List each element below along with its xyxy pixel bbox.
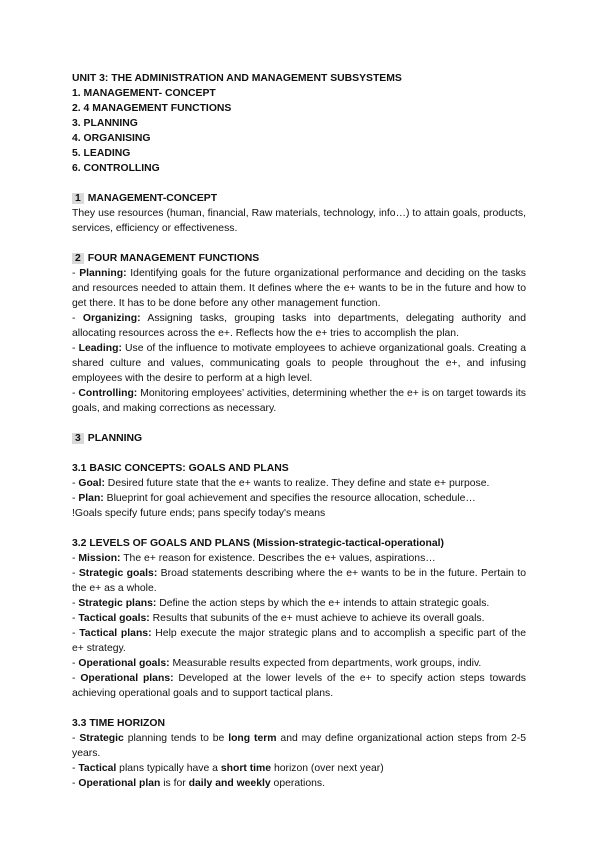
- toc-item: 6. CONTROLLING: [72, 163, 160, 174]
- toc-item: 1. MANAGEMENT- CONCEPT: [72, 88, 216, 99]
- list-item: - Strategic goals: Broad statements describing where the e+ wants to be in the future. Pertain to the e+ as a whole.: [72, 568, 526, 594]
- section-title: FOUR MANAGEMENT FUNCTIONS: [87, 253, 260, 264]
- text: plans typically have a: [116, 763, 221, 774]
- term: Tactical: [78, 763, 117, 774]
- document-page: [72, 71, 526, 791]
- list-item: - Strategic planning tends to be long term and may define organizational action steps from 2-5 years.: [72, 733, 526, 759]
- emphasis: long term: [228, 733, 277, 744]
- text: horizon (over next year): [271, 763, 384, 774]
- text: is for: [160, 778, 189, 789]
- term: Planning:: [79, 268, 127, 279]
- term: Strategic: [79, 733, 124, 744]
- term: Goal:: [78, 478, 105, 489]
- definition: Help execute the major strategic plans and to accomplish a specific part of the e+ strategy.: [72, 628, 526, 654]
- list-item: - Mission: The e+ reason for existence. Describes the e+ values, aspirations…: [72, 553, 436, 564]
- levels-list: [72, 551, 526, 701]
- list-item: - Organizing: Assigning tasks, grouping tasks into departments, delegating authority and allocating resources across the e+. Reflects how the e+ tries to accomplish the plan.: [72, 313, 526, 339]
- list-item: - Controlling: Monitoring employees’ activities, determining whether the e+ is on target towards its goals, and making corrections as necessary.: [72, 388, 526, 414]
- term: Strategic plans:: [78, 598, 157, 609]
- definition: Measurable results expected from departments, work groups, indiv.: [169, 658, 482, 669]
- term: Controlling:: [78, 388, 138, 399]
- term: Operational goals:: [78, 658, 170, 669]
- term: Operational plan: [78, 778, 161, 789]
- note: !Goals specify future ends; pans specify today's means: [72, 508, 326, 519]
- list-item: - Operational goals: Measurable results expected from departments, work groups, indiv.: [72, 658, 482, 669]
- term: Plan:: [78, 493, 104, 504]
- text: operations.: [270, 778, 325, 789]
- toc-item: 4. ORGANISING: [72, 133, 151, 144]
- definition: Broad statements describing where the e+ wants to be in the future. Pertain to the e+ as a whole.: [72, 568, 526, 594]
- definition: Developed at the lower levels of the e+ to specify action steps towards achieving operational goals and to support tactical plans.: [72, 673, 526, 699]
- section-title: PLANNING: [87, 433, 143, 444]
- section-number: 2: [72, 253, 84, 264]
- section-number: 3: [72, 433, 84, 444]
- functions-list: [72, 266, 526, 416]
- subsection-title: 3.1 BASIC CONCEPTS: GOALS AND PLANS: [72, 463, 289, 474]
- term: Strategic goals:: [78, 568, 158, 579]
- list-item: - Operational plans: Developed at the lower levels of the e+ to specify action steps towards achieving operational goals and to support tactical plans.: [72, 673, 526, 699]
- time-horizon-list: [72, 731, 526, 791]
- toc-item: 3. PLANNING: [72, 118, 138, 129]
- list-item: - Strategic plans: Define the action steps by which the e+ intends to attain strategic goals.: [72, 598, 490, 609]
- section-heading: [72, 251, 526, 266]
- definition: Define the action steps by which the e+ intends to attain strategic goals.: [156, 598, 490, 609]
- toc-item: 2. 4 MANAGEMENT FUNCTIONS: [72, 103, 232, 114]
- term: Tactical goals:: [78, 613, 150, 624]
- text: planning tends to be: [123, 733, 229, 744]
- list-item: - Planning: Identifying goals for the future organizational performance and deciding on the tasks and resources needed to attain them. It defines where the e+ wants to be in the future and how to get there. It has to be done before any other management function.: [72, 268, 526, 309]
- list-item: - Leading: Use of the influence to motivate employees to achieve organizational goals. Creating a shared culture and values, communicating goals to people throughout the e+, and infusing employees with the desire to perform at a high level.: [72, 343, 526, 384]
- document-header: [72, 71, 526, 176]
- list-item: - Tactical goals: Results that subunits of the e+ must achieve to achieve its overall goals.: [72, 613, 485, 624]
- text: and may define organizational action steps from 2-5 years.: [72, 733, 526, 759]
- toc-item: 5. LEADING: [72, 148, 131, 159]
- definition: Assigning tasks, grouping tasks into departments, delegating authority and allocating resources across the e+. Reflects how the e+ tries to accomplish the plan.: [72, 313, 526, 339]
- paragraph: [72, 476, 526, 521]
- section-title: MANAGEMENT-CONCEPT: [87, 193, 218, 204]
- list-item: - Goal: Desired future state that the e+ wants to realize. They define and state e+ purpose.: [72, 478, 490, 489]
- definition: Desired future state that the e+ wants to realize. They define and state e+ purpose.: [104, 478, 490, 489]
- list-item: - Plan: Blueprint for goal achievement and specifies the resource allocation, schedule…: [72, 493, 476, 504]
- definition: Results that subunits of the e+ must achieve to achieve its overall goals.: [149, 613, 485, 624]
- definition: Identifying goals for the future organizational performance and deciding on the tasks and resources needed to attain them. It defines where the e+ wants to be in the future and how to get there. It has to be done before any other management function.: [72, 268, 526, 309]
- term: Organizing:: [82, 313, 141, 324]
- list-item: - Tactical plans: Help execute the major strategic plans and to accomplish a specific part of the e+ strategy.: [72, 628, 526, 654]
- emphasis: daily and weekly: [188, 778, 271, 789]
- section-heading: [72, 431, 526, 446]
- definition: Monitoring employees’ activities, determining whether the e+ is on target towards its goals, and making corrections as necessary.: [72, 388, 526, 414]
- term: Leading:: [78, 343, 122, 354]
- term: Operational plans:: [80, 673, 174, 684]
- paragraph: [72, 206, 526, 236]
- list-item: - Tactical plans typically have a short time horizon (over next year): [72, 763, 384, 774]
- definition: Use of the influence to motivate employees to achieve organizational goals. Creating a shared culture and values, communicating goals to people throughout the e+, and infusing employees with the desire to perform at a high level.: [72, 343, 526, 384]
- definition: The e+ reason for existence. Describes the e+ values, aspirations…: [120, 553, 436, 564]
- section-number: 1: [72, 193, 84, 204]
- term: Mission:: [78, 553, 121, 564]
- definition: Blueprint for goal achievement and specifies the resource allocation, schedule…: [103, 493, 476, 504]
- section-heading: [72, 191, 526, 206]
- emphasis: short time: [220, 763, 272, 774]
- subsection-title: 3.2 LEVELS OF GOALS AND PLANS (Mission-strategic-tactical-operational): [72, 538, 445, 549]
- subsection-title: 3.3 TIME HORIZON: [72, 718, 165, 729]
- management-concept-text: They use resources (human, financial, Raw materials, technology, info…) to attain goals, products, services, efficiency or effectiveness.: [72, 208, 526, 234]
- unit-title: UNIT 3: THE ADMINISTRATION AND MANAGEMENT SUBSYSTEMS: [72, 73, 402, 84]
- term: Tactical plans:: [79, 628, 152, 639]
- list-item: - Operational plan is for daily and weekly operations.: [72, 778, 325, 789]
